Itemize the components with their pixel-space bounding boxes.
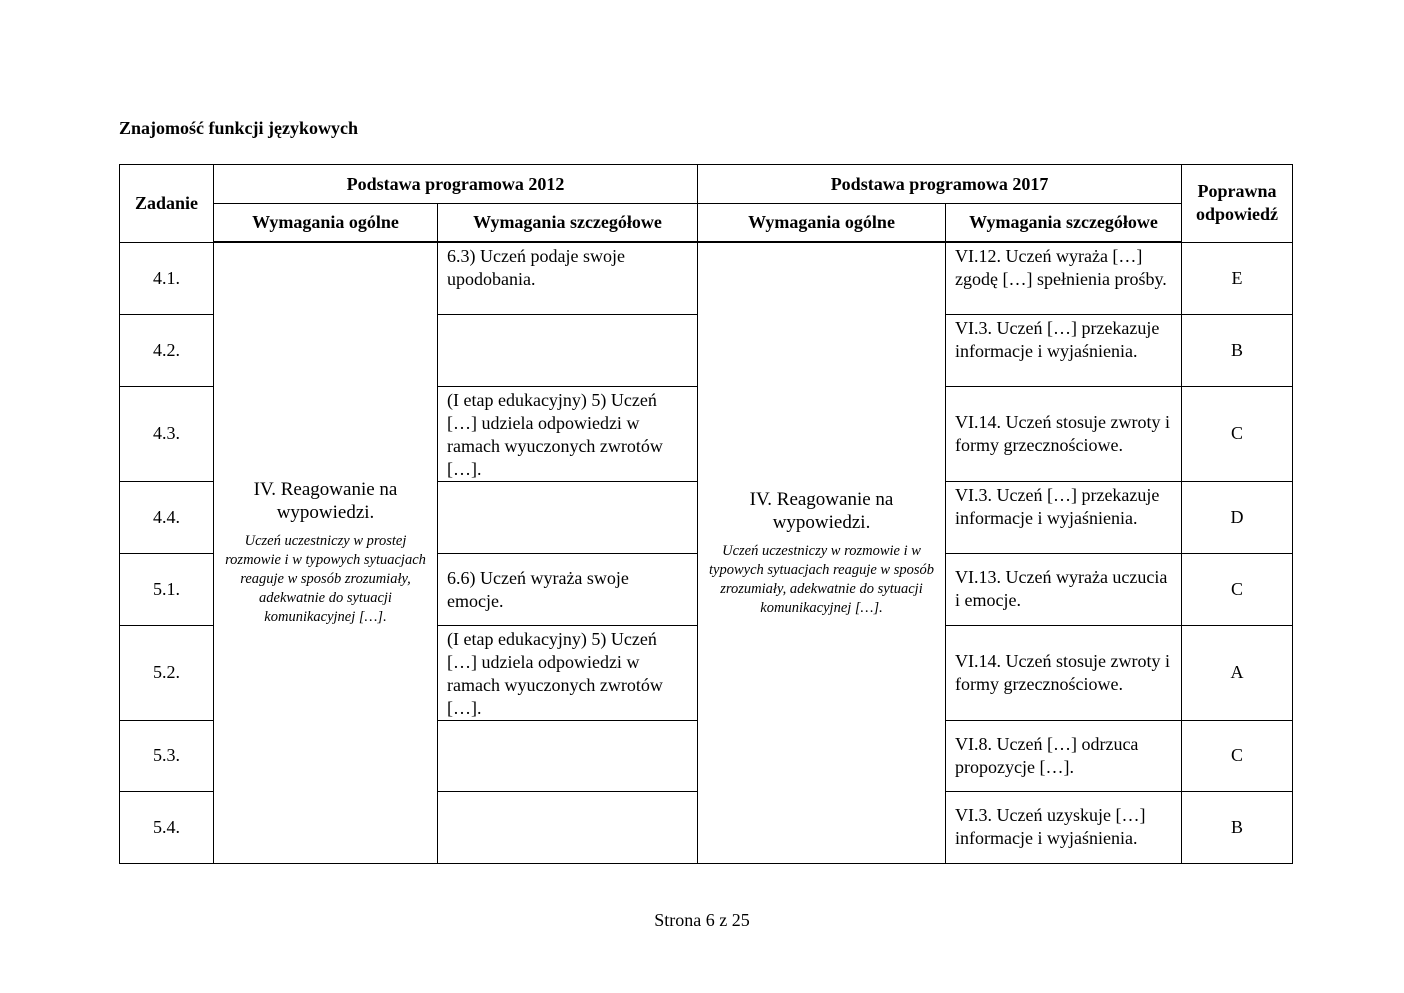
header-general-2012: Wymagania ogólne [214,204,438,243]
general-2012-main: IV. Reagowanie na wypowiedzi. [253,479,398,524]
task-number: 5.3. [120,720,214,791]
page-number: Strona 6 z 25 [654,910,750,930]
general-2017-main: IV. Reagowanie na wypowiedzi. [749,488,894,533]
table-row [120,242,1293,314]
detail-2012 [438,481,698,553]
correct-answer: B [1182,791,1293,863]
detail-2012: 6.6) Uczeń wyraża swoje emocje. [438,553,698,625]
requirements-table [119,164,1293,864]
header-task: Zadanie [120,165,214,243]
detail-2017: VI.3. Uczeń uzyskuje […] informacje i wyjaśnienia. [946,791,1182,863]
general-requirement-2012 [214,242,438,863]
general-2012-desc: Uczeń uczestniczy w prostej rozmowie i w typowych sytuacjach reaguje w sposób zrozumiały, adekwatnie do sytuacji komunikacyjnej […]. [225,533,426,626]
correct-answer: C [1182,386,1293,481]
correct-answer: D [1182,481,1293,553]
detail-2017: VI.8. Uczeń […] odrzuca propozycje […]. [946,720,1182,791]
header-answer: Poprawna odpowiedź [1182,165,1293,243]
detail-2017: VI.14. Uczeń stosuje zwroty i formy grzecznościowe. [946,386,1182,481]
detail-2012 [438,720,698,791]
detail-2012 [438,314,698,386]
header-detailed-2012: Wymagania szczegółowe [438,204,698,243]
correct-answer: B [1182,314,1293,386]
detail-2012: (I etap edukacyjny) 5) Uczeń […] udziela odpowiedzi w ramach wyuczonych zwrotów […]. [438,386,698,481]
section-title: Znajomość funkcji językowych [119,118,358,138]
detail-2012: (I etap edukacyjny) 5) Uczeń […] udziela odpowiedzi w ramach wyuczonych zwrotów […]. [438,625,698,720]
detail-2012: 6.3) Uczeń podaje swoje upodobania. [438,242,698,314]
task-number: 5.4. [120,791,214,863]
task-number: 4.4. [120,481,214,553]
header-pp2012: Podstawa programowa 2012 [214,165,698,204]
correct-answer: A [1182,625,1293,720]
detail-2017: VI.3. Uczeń […] przekazuje informacje i wyjaśnienia. [946,314,1182,386]
detail-2012 [438,791,698,863]
detail-2017: VI.13. Uczeń wyraża uczucia i emocje. [946,553,1182,625]
header-detailed-2017: Wymagania szczegółowe [946,204,1182,243]
general-requirement-2017 [698,242,946,863]
task-number: 4.3. [120,386,214,481]
detail-2017: VI.12. Uczeń wyraża […] zgodę […] spełnienia prośby. [946,242,1182,314]
general-2017-desc: Uczeń uczestniczy w rozmowie i w typowych sytuacjach reaguje w sposób zrozumiały, adekwatnie do sytuacji komunikacyjnej […]. [709,542,934,616]
header-pp2017: Podstawa programowa 2017 [698,165,1182,204]
correct-answer: E [1182,242,1293,314]
task-number: 5.2. [120,625,214,720]
task-number: 5.1. [120,553,214,625]
detail-2017: VI.3. Uczeń […] przekazuje informacje i wyjaśnienia. [946,481,1182,553]
correct-answer: C [1182,720,1293,791]
task-number: 4.2. [120,314,214,386]
correct-answer: C [1182,553,1293,625]
task-number: 4.1. [120,242,214,314]
header-general-2017: Wymagania ogólne [698,204,946,243]
detail-2017: VI.14. Uczeń stosuje zwroty i formy grzecznościowe. [946,625,1182,720]
